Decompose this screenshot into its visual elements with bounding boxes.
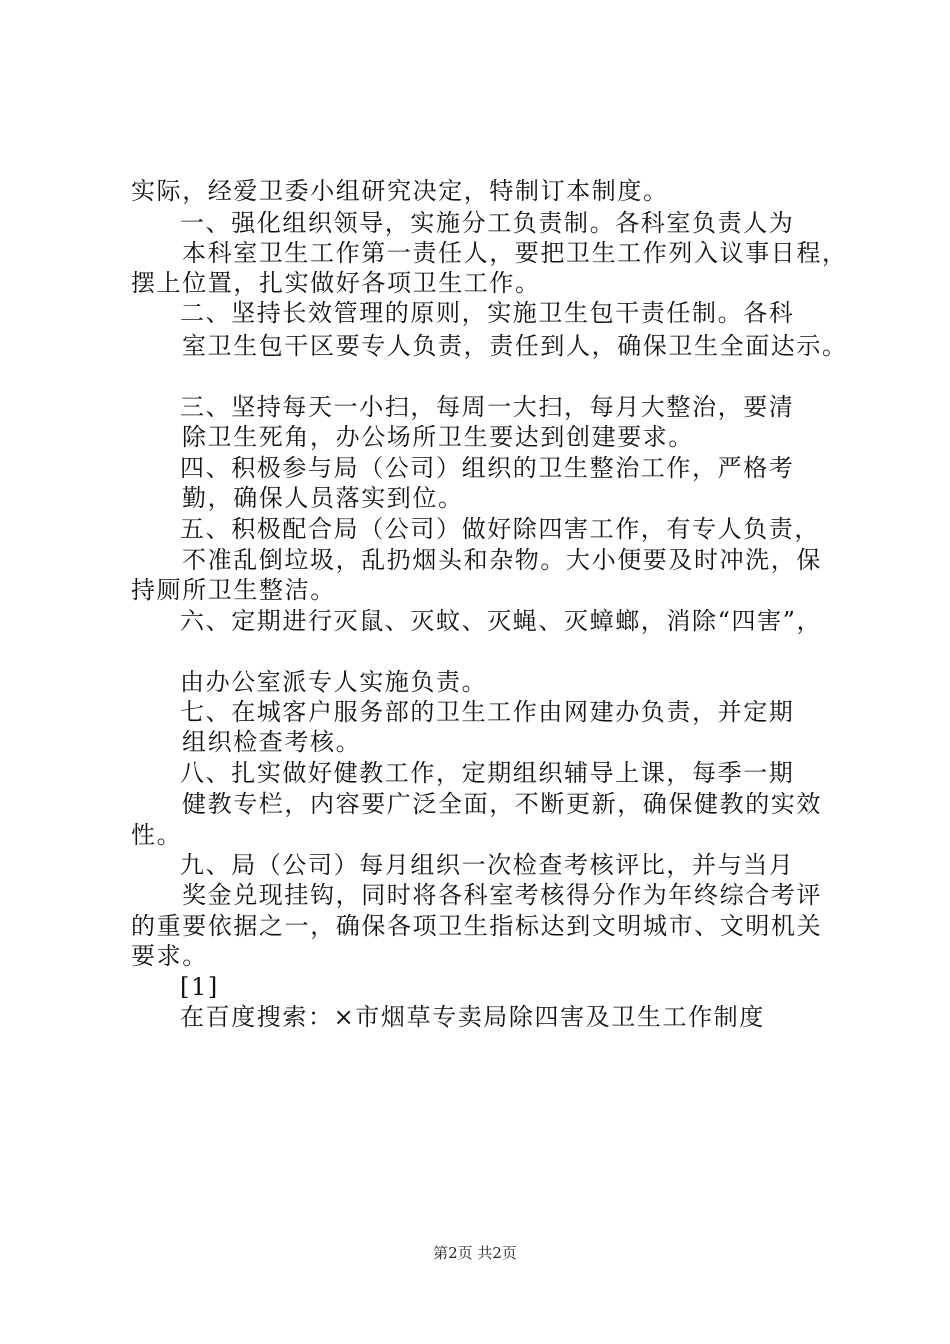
text-line: 由办公室派专人实施负责。 <box>180 668 488 696</box>
text-line: 四、积极参与局（公司）组织的卫生整治工作，严格考 <box>180 454 795 482</box>
text-line: 实际，经爱卫委小组研究决定，特制订本制度。 <box>131 177 669 205</box>
text-line: [1] <box>180 973 219 1001</box>
text-line: 七、在城客户服务部的卫生工作由网建办负责，并定期 <box>180 698 795 726</box>
text-line: 在百度搜索：×市烟草专卖局除四害及卫生工作制度 <box>180 1003 765 1031</box>
text-line: 九、局（公司）每月组织一次检查考核评比，并与当月 <box>180 851 795 879</box>
text-line: 摆上位置，扎实做好各项卫生工作。 <box>131 269 541 297</box>
text-line: 三、坚持每天一小扫，每周一大扫，每月大整治，要清 <box>180 393 795 421</box>
text-line: 本科室卫生工作第一责任人，要把卫生工作列入议事日程， <box>182 239 848 267</box>
text-line: 持厕所卫生整洁。 <box>131 576 336 604</box>
text-line: 八、扎实做好健教工作，定期组织辅导上课，每季一期 <box>180 759 795 787</box>
text-line: 一、强化组织领导，实施分工负责制。各科室负责人为 <box>180 209 795 237</box>
text-line: 健教专栏，内容要广泛全面，不断更新，确保健教的实效 <box>182 790 822 818</box>
page-footer: 第2页 共2页 <box>433 1244 517 1262</box>
text-line: 五、积极配合局（公司）做好除四害工作，有专人负责， <box>180 515 820 543</box>
text-line: 奖金兑现挂钩，同时将各科室考核得分作为年终综合考评 <box>182 881 822 909</box>
text-line: 勤，确保人员落实到位。 <box>182 484 464 512</box>
text-line: 不准乱倒垃圾，乱扔烟头和杂物。大小便要及时冲洗，保 <box>182 546 822 574</box>
text-line: 室卫生包干区要专人负责，责任到人，确保卫生全面达示。 <box>182 332 848 360</box>
text-line: 六、定期进行灭鼠、灭蚊、灭蝇、灭蟑螂，消除“四害”， <box>180 607 823 635</box>
text-line: 要求。 <box>131 942 208 970</box>
text-line: 性。 <box>131 821 183 849</box>
text-line: 的重要依据之一，确保各项卫生指标达到文明城市、文明机关 <box>131 912 823 940</box>
text-line: 除卫生死角，办公场所卫生要达到创建要求。 <box>182 423 694 451</box>
text-line: 组织检查考核。 <box>182 728 362 756</box>
text-line: 二、坚持长效管理的原则，实施卫生包干责任制。各科 <box>180 299 795 327</box>
